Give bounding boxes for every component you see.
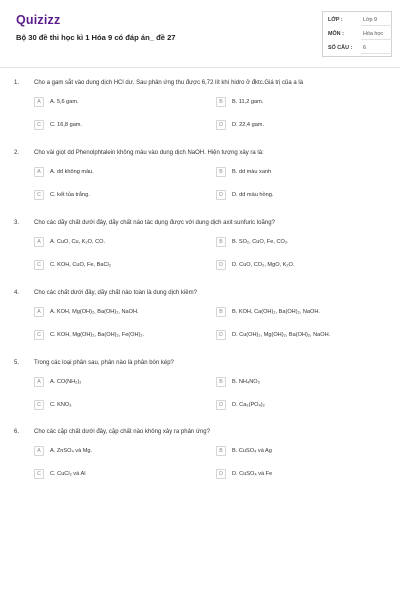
meta-underline	[361, 39, 392, 40]
worksheet-header	[0, 0, 400, 72]
option-text: A. KOH, Mg(OH)₂, Ba(OH)₂, NaOH.	[50, 309, 139, 315]
option-letter-box: B	[216, 446, 226, 456]
option-letter-box: A	[34, 237, 44, 247]
option-text: C. KOH, CuO, Fe, BaCl₂	[50, 262, 111, 268]
option-letter-box: A	[34, 446, 44, 456]
question-number: 3.	[14, 220, 20, 226]
option-letter-box: A	[34, 97, 44, 107]
option-d[interactable]	[216, 260, 366, 272]
option-letter-box: D	[216, 469, 226, 479]
option-a[interactable]	[34, 307, 184, 319]
option-b[interactable]	[216, 97, 366, 109]
option-text: A. ZnSO₄ và Mg.	[50, 448, 93, 454]
option-text: D. Ca₃(PO₄)₂	[232, 402, 265, 408]
option-text: B. CuSO₄ và Ag	[232, 448, 272, 454]
option-text: A. CuO, Cu, K₂O, CO.	[50, 239, 106, 245]
meta-label: LỚP :	[328, 17, 343, 23]
question-number: 2.	[14, 150, 20, 156]
question-number: 5.	[14, 360, 20, 366]
option-text: B. SO₂, CuO, Fe, CO₂.	[232, 239, 289, 245]
option-letter-box: C	[34, 260, 44, 270]
option-text: D. dd màu hồng.	[232, 192, 274, 198]
option-b[interactable]	[216, 446, 366, 458]
option-b[interactable]	[216, 377, 366, 389]
meta-underline	[361, 25, 392, 26]
question-text: Cho a gam sắt vào dung dịch HCl dư. Sau phản ứng thu được 6,72 lít khí hidro ở đktc.Giá trị của a là	[34, 80, 304, 86]
meta-label: SỐ CÂU :	[328, 45, 353, 51]
option-letter-box: C	[34, 120, 44, 130]
option-letter-box: C	[34, 400, 44, 410]
option-d[interactable]	[216, 120, 366, 132]
option-b[interactable]	[216, 307, 366, 319]
option-text: A. CO(NH₂)₂	[50, 379, 82, 385]
option-text: B. NH₄NO₃	[232, 379, 260, 385]
meta-label: MÔN :	[328, 31, 344, 37]
document-title: Bộ 30 đề thi học kì 1 Hóa 9 có đáp án_ đề 27	[16, 33, 176, 42]
option-d[interactable]	[216, 469, 366, 481]
question-text: Trong các loại phân sau, phân nào là phân bón kép?	[34, 360, 174, 366]
option-letter-box: B	[216, 167, 226, 177]
option-letter-box: C	[34, 190, 44, 200]
meta-underline	[361, 53, 392, 54]
option-text: C. kết tủa trắng.	[50, 192, 90, 198]
option-letter-box: B	[216, 307, 226, 317]
option-letter-box: A	[34, 377, 44, 387]
option-letter-box: A	[34, 307, 44, 317]
option-c[interactable]	[34, 120, 184, 132]
option-b[interactable]	[216, 237, 366, 249]
option-letter-box: A	[34, 167, 44, 177]
option-d[interactable]	[216, 330, 366, 342]
meta-value: Hóa học	[363, 31, 384, 37]
option-text: B. 11,2 gam.	[232, 99, 264, 105]
option-text: A. dd không màu.	[50, 169, 94, 175]
meta-row-count	[328, 42, 392, 54]
option-d[interactable]	[216, 400, 366, 412]
option-text: D. CuSO₄ và Fe	[232, 471, 273, 477]
option-a[interactable]	[34, 446, 184, 458]
meta-row-subject	[328, 28, 392, 40]
option-c[interactable]	[34, 330, 184, 342]
meta-value: 6	[363, 45, 366, 51]
option-letter-box: D	[216, 120, 226, 130]
option-text: D. CuO, CO₂, MgO, K₂O.	[232, 262, 295, 268]
question-text: Cho các cặp chất dưới đây, cặp chất nào không xảy ra phản ứng?	[34, 429, 210, 435]
option-d[interactable]	[216, 190, 366, 202]
option-letter-box: C	[34, 469, 44, 479]
option-text: A. 5,6 gam.	[50, 99, 79, 105]
meta-info-box	[322, 11, 392, 57]
option-text: C. KOH, Mg(OH)₂, Ba(OH)₂, Fe(OH)₂.	[50, 332, 145, 338]
option-letter-box: D	[216, 190, 226, 200]
option-letter-box: B	[216, 97, 226, 107]
question-number: 6.	[14, 429, 20, 435]
option-text: B. dd màu xanh	[232, 169, 272, 175]
option-a[interactable]	[34, 237, 184, 249]
option-text: C. CuCl₂ và Al	[50, 471, 86, 477]
option-c[interactable]	[34, 260, 184, 272]
question-number: 4.	[14, 290, 20, 296]
meta-row-class	[328, 14, 392, 26]
option-letter-box: D	[216, 260, 226, 270]
option-letter-box: C	[34, 330, 44, 340]
option-text: D. 22,4 gam.	[232, 122, 265, 128]
question-text: Cho vài giọt dd Phenolphtalein không màu vào dung dịch NaOH. Hiện tượng xảy ra là:	[34, 150, 264, 156]
option-c[interactable]	[34, 190, 184, 202]
option-a[interactable]	[34, 377, 184, 389]
option-text: D. Cu(OH)₂, Mg(OH)₂, Ba(OH)₂, NaOH.	[232, 332, 331, 338]
option-text: C. 16,8 gam.	[50, 122, 83, 128]
option-b[interactable]	[216, 167, 366, 179]
option-c[interactable]	[34, 400, 184, 412]
question-number: 1.	[14, 80, 20, 86]
header-divider	[0, 67, 400, 68]
option-letter-box: B	[216, 377, 226, 387]
option-a[interactable]	[34, 97, 184, 109]
quizizz-logo: Quizizz	[16, 13, 61, 27]
question-text: Cho các dãy chất dưới đây, dãy chất nào tác dụng được với dung dịch axit sunfuric loãng?	[34, 220, 275, 226]
question-text: Cho các chất dưới đây, dãy chất nào toàn là dung dịch kiềm?	[34, 290, 197, 296]
option-letter-box: D	[216, 330, 226, 340]
option-letter-box: D	[216, 400, 226, 410]
option-text: B. KOH, Ca(OH)₂, Ba(OH)₂, NaOH.	[232, 309, 320, 315]
option-c[interactable]	[34, 469, 184, 481]
option-text: C. KNO₃	[50, 402, 72, 408]
meta-value: Lớp 9	[363, 17, 378, 23]
option-letter-box: B	[216, 237, 226, 247]
option-a[interactable]	[34, 167, 184, 179]
